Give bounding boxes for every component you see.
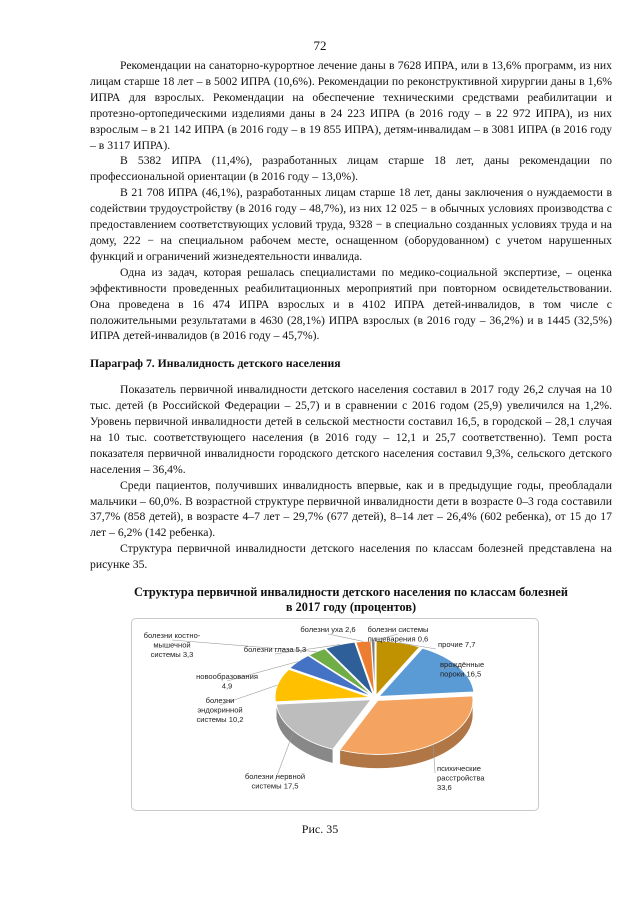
figure-title-line1: Структура первичной инвалидности детского населения по классам болезней xyxy=(134,585,568,599)
paragraph-figure-reference: Структура первичной инвалидности детского населения по классам болезней представлена на рисунке 35. xyxy=(90,542,612,572)
paragraph-employment: В 21 708 ИПРА (46,1%), разработанных лицам старше 18 лет, даны заключения о нуждаемости в содействии трудоустройству (в 2016 году – 48,7%), из них 12 025 − в обычных условиях производства с предоставлением соответствующих условий труда, 9328 − в специально созданных условиях труда и на дому, 222 − на специальном рабочем месте, оснащенном (оборудованном) с учетом нарушенных функций и ограничений жизнедеятельности инвалида. xyxy=(90,186,612,263)
paragraph-prof-orientation: В 5382 ИПРА (11,4%), разработанных лицам старше 18 лет, даны рекомендации по профессиональной ориентации (в 2016 году – 13,0%). xyxy=(90,154,612,184)
paragraph-effectiveness: Одна из задач, которая решалась специалистами по медико-социальной экспертизе, – оценка эффективности проведенных реабилитационных мероприятий при повторном освидетельствовании. Она проведена в 16 474 ИПРА взрослых и в 4102 ИПРА детей-инвалидов, в том числе с положительными результатами в 4630 (28,1%) ИПРА взрослых (в 2016 году – 36,2%) и в 1445 (32,5%) ИПРА детей-инвалидов (в 2016 году – 45,7%). xyxy=(90,265,612,343)
pie-slice-label: врождённые пороки 16,5 xyxy=(440,660,485,679)
section-heading: Параграф 7. Инвалидность детского населения xyxy=(90,357,341,371)
paragraph-sanatorium: Рекомендации на санаторно-курортное лечение даны в 7628 ИПРА, или в 13,6% программ, из них лицам старше 18 лет – в 5002 ИПРА (10,6%). Рекомендации по реконструктивной хирургии даны в 1,6% ИПРА для взрослых. Рекомендации на обеспечение техническими средствами реабилитации и протезно-ортопедическими изделиями даны в 24 223 ИПРА (в 2016 году – в 22 972 ИПРА), из них взрослым – в 21 142 ИПРА (в 2016 году – в 19 855 ИПРА), детям-инвалидам – в 3081 ИПРА (в 2016 году – в 3117 ИПРА). xyxy=(90,59,612,152)
pie-slice-label: прочие 7,7 xyxy=(438,640,476,649)
pie-chart-frame xyxy=(131,618,539,811)
pie-slice-label: болезни глаза 5,3 xyxy=(243,645,307,654)
paragraph-gender-age: Среди пациентов, получивших инвалидность впервые, как и в предыдущие годы, преобладали мальчики – 60,0%. В возрастной структуре первичной инвалидности дети в возрасте 0–3 года составили 37,7% (858 детей), в возрасте 4–7 лет – 29,7% (677 детей), 8–14 лет – 26,4% (602 ребенка), от 15 до 17 лет – 6,2% (142 ребенка). xyxy=(90,478,612,540)
figure-title xyxy=(90,585,612,615)
pie-slice-label: болезни эндокринной системы 10,2 xyxy=(196,696,244,724)
page-number: 72 xyxy=(313,38,327,53)
pie-slice-label: болезни костно-мышечной системы 3,3 xyxy=(143,631,201,659)
figure-caption: Рис. 35 xyxy=(301,822,339,836)
pie-slice-label: болезни нервной системы 17,5 xyxy=(244,772,306,791)
pie-slice-label: психические расстройства 33,6 xyxy=(437,764,485,792)
figure-title-line2: в 2017 году (процентов) xyxy=(285,600,417,614)
body-text xyxy=(90,58,612,573)
leader-line xyxy=(328,634,363,641)
paragraph-child-disability-rate: Показатель первичной инвалидности детского населения составил в 2017 году 26,2 случая на 10 тыс. детей (в Российской Федерации – 25,7) и в сравнении с 2016 годом (25,9) увеличился на 1,2%. Уровень первичной инвалидности детей в сельской местности составил 16,5, в городской – 28,1 случая на 10 тыс. соответствующего населения (в 2016 году – 12,1 и 25,7 соответственно). Темп роста показателя первичной инвалидности городского детского населения составил 9,3%, сельского детского населения – 36,4%. xyxy=(90,383,612,476)
pie-slice-label: болезни уха 2,6 xyxy=(300,625,356,634)
pie-chart xyxy=(132,619,538,810)
pie-slice-label: новообразования 4,9 xyxy=(196,672,258,691)
pie-slice-label: болезни системы пищеварения 0,6 xyxy=(367,625,429,644)
